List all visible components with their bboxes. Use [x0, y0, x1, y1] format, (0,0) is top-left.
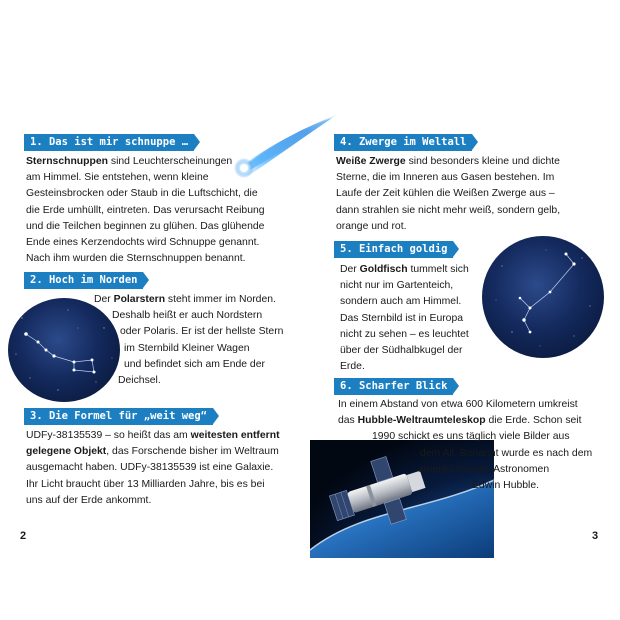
text-line: Sterne, die im Inneren aus Gasen bestehen. Im: [336, 172, 555, 184]
text-line: Der: [340, 264, 360, 275]
text-line: Das Sternbild ist in Europa: [340, 312, 464, 324]
text-line: uns auf der Erde ankommt.: [26, 494, 152, 506]
text-line: Nach ihm wurden die Sternschnuppen benannt.: [26, 253, 246, 265]
term-gelegene-objekt: gelegene Objekt: [26, 446, 107, 458]
text-line: nicht zu sehen – es leuchtet: [340, 328, 469, 340]
text-line: Deshalb heißt er auch Nordstern: [112, 310, 263, 322]
text-line: amerikanischen Astronomen: [418, 463, 550, 475]
text-line: dem All. Benannt wurde es nach dem: [420, 447, 593, 459]
term-weitesten-entfernt: weitesten entfernt: [190, 430, 280, 441]
text-line: Edwin Hubble.: [472, 480, 540, 492]
text-line: das: [338, 415, 358, 427]
dorado-constellation-image: [482, 236, 604, 358]
text-line: orange und rot.: [336, 220, 407, 232]
text-line: und die Teilchen beginnen zu glühen. Das glühende: [26, 220, 265, 232]
text-line: ausgemacht haben. UDFy-38135539 ist eine Galaxie.: [26, 462, 274, 474]
section-5-heading: 5. Einfach goldig: [334, 241, 453, 258]
section-4-heading: 4. Zwerge im Weltall: [334, 134, 472, 151]
term-goldfisch: Goldfisch: [359, 264, 408, 275]
text-line: tummelt sich: [407, 264, 469, 275]
text-line: Ihr Licht braucht über 13 Milliarden Jahre, bis es bei: [26, 478, 265, 490]
text-line: im Sternbild Kleiner Wagen: [124, 342, 250, 354]
text-line: UDFy-38135539 – so heißt das am: [26, 430, 191, 441]
section-2-text: [94, 292, 283, 389]
text-line: sind besonders kleine und dichte: [405, 156, 560, 167]
section-1-text: [26, 154, 265, 267]
text-line: die Erde. Schon seit: [485, 415, 582, 427]
term-polarstern: Polarstern: [113, 294, 166, 305]
section-1-heading: 1. Das ist mir schnuppe …: [24, 134, 194, 151]
section-2-heading: 2. Hoch im Norden: [24, 272, 143, 289]
text-line: In einem Abstand von etwa 600 Kilometern umkreist: [338, 399, 578, 410]
text-line: die Erde umhüllt, eintreten. Das verursacht Reibung: [26, 204, 265, 216]
text-line: über der Südhalbkugel der: [340, 345, 463, 357]
section-4-text: [336, 154, 560, 235]
text-line: Gesteinsbrocken oder Staub in die Luftschicht, die: [26, 188, 258, 200]
text-line: sind Leuchterscheinungen: [107, 156, 233, 167]
text-line: Der: [94, 294, 114, 305]
text-line: , das Forschende bisher im Weltraum: [106, 446, 279, 458]
section-3-text: [26, 428, 280, 509]
text-line: 1990 schickt es uns täglich viele Bilder aus: [372, 431, 570, 443]
term-hubble-weltraumteleskop: Hubble-Weltraumteleskop: [357, 415, 486, 427]
term-sternschnuppen: Sternschnuppen: [26, 156, 108, 167]
section-3-heading: 3. Die Formel für „weit weg“: [24, 408, 213, 425]
text-line: steht immer im Norden.: [165, 294, 276, 305]
section-6-heading: 6. Scharfer Blick: [334, 378, 453, 395]
text-line: Ende eines Kerzendochts wird Schnuppe genannt.: [26, 237, 260, 249]
text-line: dann strahlen sie nicht mehr weiß, sondern gelb,: [336, 204, 561, 216]
page-number-left: 2: [20, 530, 27, 542]
text-line: sondern auch am Himmel.: [340, 296, 462, 308]
text-line: oder Polaris. Er ist der hellste Stern: [120, 326, 284, 338]
section-6-text: [338, 397, 592, 494]
text-line: und befindet sich am Ende der: [124, 358, 265, 370]
text-line: Deichsel.: [118, 375, 161, 387]
section-5-text: [340, 262, 469, 375]
text-line: Erde.: [340, 361, 365, 373]
page-number-right: 3: [592, 530, 599, 542]
text-line: am Himmel. Sie entstehen, wenn kleine: [26, 172, 209, 184]
text-line: nicht nur im Gartenteich,: [340, 280, 454, 292]
text-line: Laufe der Zeit kühlen die Weißen Zwerge aus –: [336, 188, 555, 200]
term-weisse-zwerge: Weiße Zwerge: [336, 156, 406, 167]
